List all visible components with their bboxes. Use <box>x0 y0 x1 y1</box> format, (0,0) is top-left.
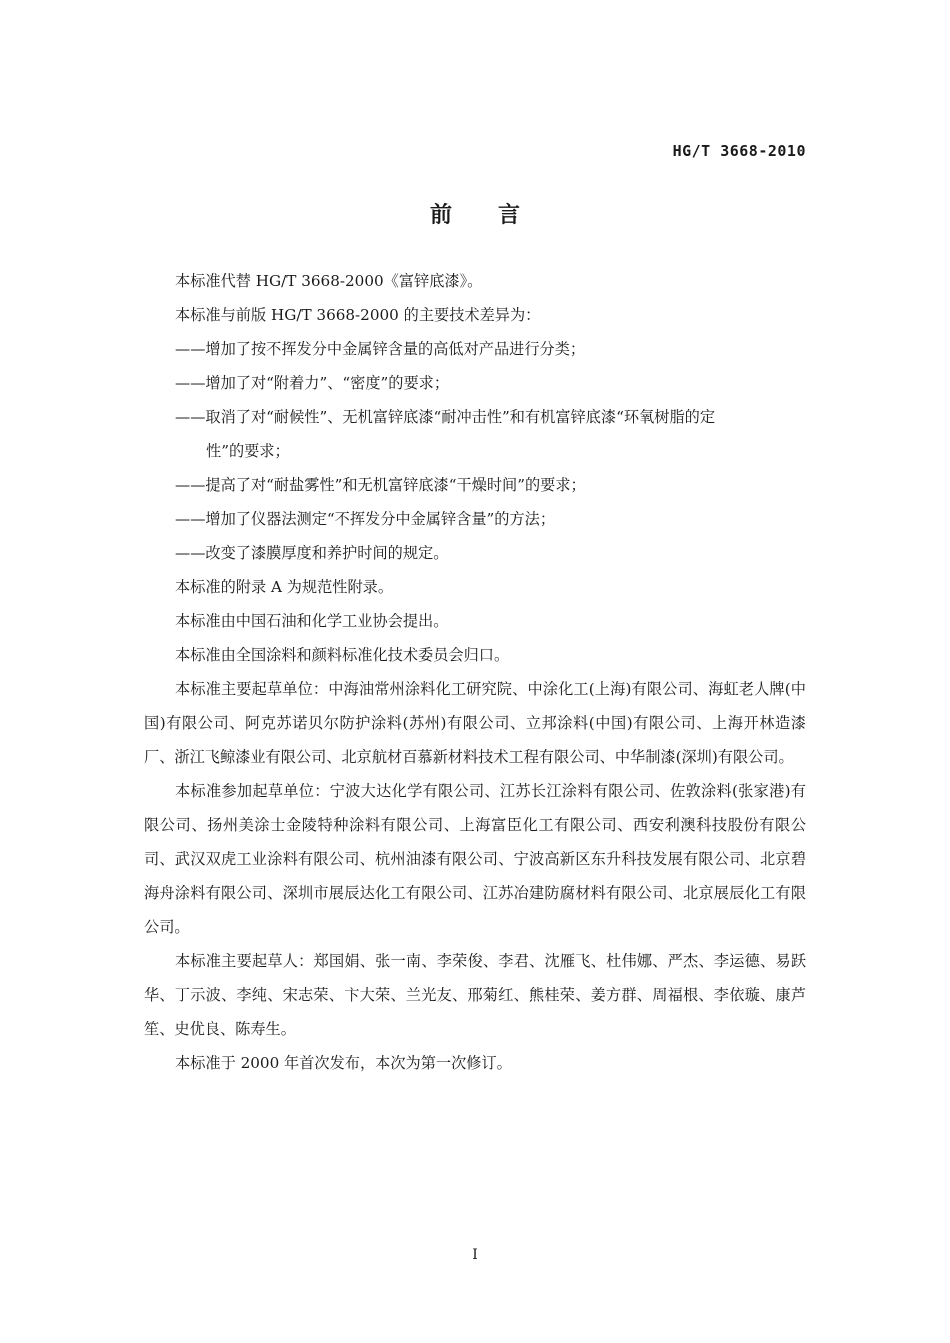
list-item: ——提高了对“耐盐雾性”和无机富锌底漆“干燥时间”的要求； <box>175 476 586 494</box>
standard-code: HG/T 3668-2010 <box>672 142 806 160</box>
paragraph-appendix: 本标准的附录 A 为规范性附录。 <box>175 578 394 596</box>
page-number: I <box>472 1247 478 1263</box>
list-item <box>144 400 806 468</box>
paragraph-differences-intro: 本标准与前版 HG/T 3668-2000 的主要技术差异为： <box>175 306 541 324</box>
paragraph-participating-units: 本标准参加起草单位：宁波大达化学有限公司、江苏长江涂料有限公司、佐敦涂料(张家港)有限公司、扬州美涂士金陵特种涂料有限公司、上海富臣化工有限公司、西安利澳科技股份有限公司、武汉双虎工业涂料有限公司、杭州油漆有限公司、宁波高新区东升科技发展有限公司、北京碧海舟涂料有限公司、深圳市展辰达化工有限公司、江苏冶建防腐材料有限公司、北京展辰化工有限公司。 <box>144 782 806 936</box>
paragraph-main-drafters: 本标准主要起草人：郑国娟、张一南、李荣俊、李君、沈雁飞、杜伟娜、严杰、李运德、易跃华、丁示波、李纯、宋志荣、卞大荣、兰光友、邢菊红、熊桂荣、姜方群、周福根、李依璇、康芦笙、史优良、陈寿生。 <box>144 952 806 1038</box>
page-title: 前言 <box>429 203 566 228</box>
list-item: ——增加了对“附着力”、“密度”的要求； <box>175 374 450 392</box>
preface-body <box>144 264 806 1080</box>
paragraph-administered-by: 本标准由全国涂料和颜料标准化技术委员会归口。 <box>175 646 510 664</box>
paragraph-history: 本标准于 2000 年首次发布，本次为第一次修订。 <box>175 1054 512 1072</box>
list-item-line: ——取消了对“耐候性”、无机富锌底漆“耐冲击性”和有机富锌底漆“环氧树脂的定 <box>175 408 716 426</box>
list-item: ——改变了漆膜厚度和养护时间的规定。 <box>175 544 449 562</box>
list-item: ——增加了按不挥发分中金属锌含量的高低对产品进行分类； <box>175 340 586 358</box>
paragraph-proposed-by: 本标准由中国石油和化学工业协会提出。 <box>175 612 449 630</box>
paragraph-main-drafters-units: 本标准主要起草单位：中海油常州涂料化工研究院、中涂化工(上海)有限公司、海虹老人牌(中国)有限公司、阿克苏诺贝尔防护涂料(苏州)有限公司、立邦涂料(中国)有限公司、上海开林造漆厂、浙江飞鲸漆业有限公司、北京航材百慕新材料技术工程有限公司、中华制漆(深圳)有限公司。 <box>144 680 806 766</box>
paragraph-replaces: 本标准代替 HG/T 3668-2000《富锌底漆》。 <box>175 272 483 290</box>
list-item-line-continued: 性”的要求； <box>206 442 290 460</box>
list-item: ——增加了仪器法测定“不挥发分中金属锌含量”的方法； <box>175 510 556 528</box>
